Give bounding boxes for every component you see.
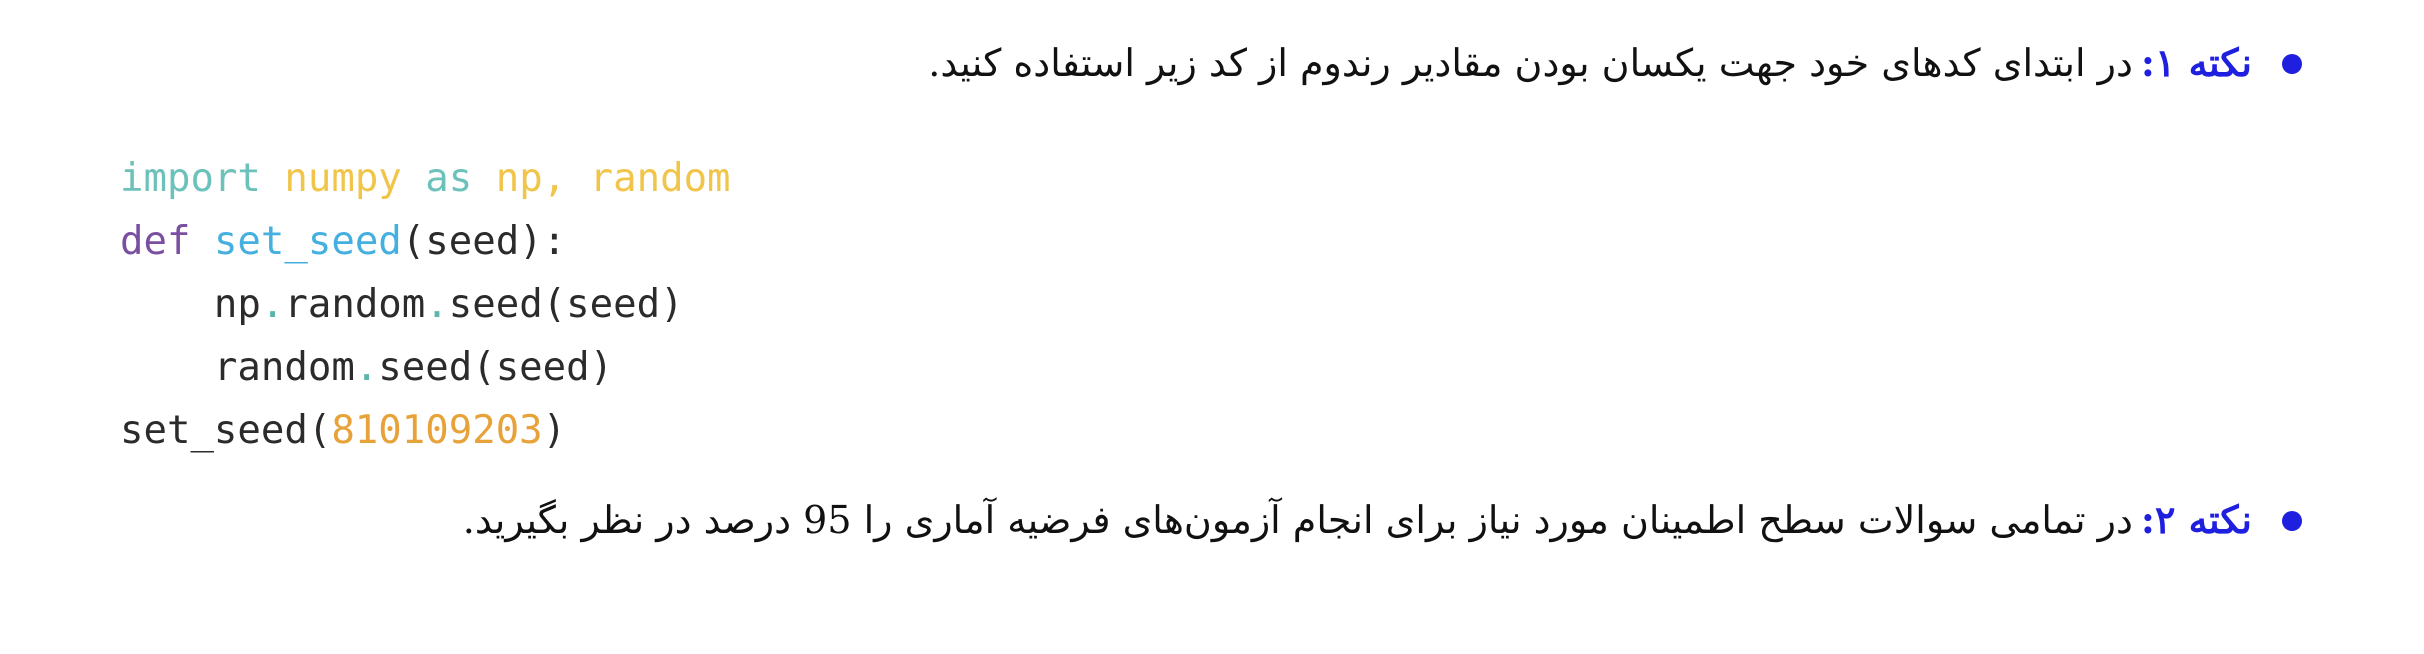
module-random: random (589, 156, 731, 201)
code-line-1 (120, 147, 731, 210)
call-seed: seed(seed) (448, 282, 684, 327)
note-2-text: در تمامی سوالات سطح اطمینان مورد نیاز برای انجام آزمون‌های فرضیه آماری را 95 درصد در نظر بگیرید. (462, 498, 2133, 542)
call-set-seed: set_seed( (120, 408, 332, 453)
keyword-import: import (120, 156, 261, 201)
code-line-5 (120, 399, 731, 462)
dot-operator: . (260, 282, 285, 327)
call-close-paren: ) (542, 408, 567, 453)
keyword-as: as (425, 156, 473, 201)
object-np: np (213, 282, 261, 327)
function-name: set_seed (213, 219, 402, 264)
keyword-def: def (120, 219, 191, 264)
dot-operator: . (354, 345, 379, 390)
function-params: (seed): (401, 219, 567, 264)
alias-np: np, (495, 156, 567, 201)
note-1-text: در ابتدای کدهای خود جهت یکسان بودن مقادیر رندوم از کد زیر استفاده کنید. (928, 41, 2133, 85)
indent (120, 345, 214, 390)
module-numpy: numpy (284, 156, 402, 201)
indent (120, 282, 214, 327)
note-1 (928, 38, 2302, 88)
bullet-icon (2282, 54, 2302, 74)
note-2-label: نکته ۲: (2140, 497, 2252, 542)
dot-operator: . (425, 282, 449, 327)
seed-number: 810109203 (331, 408, 543, 453)
note-1-label: نکته ۱: (2140, 40, 2252, 85)
object-random: random (213, 345, 355, 390)
attribute-random: random (284, 282, 426, 327)
code-line-4 (120, 336, 731, 399)
code-line-3 (120, 273, 731, 336)
note-2 (463, 495, 2302, 545)
code-line-2 (120, 210, 731, 273)
bullet-icon (2282, 511, 2302, 531)
code-block (120, 147, 731, 462)
call-seed: seed(seed) (378, 345, 614, 390)
